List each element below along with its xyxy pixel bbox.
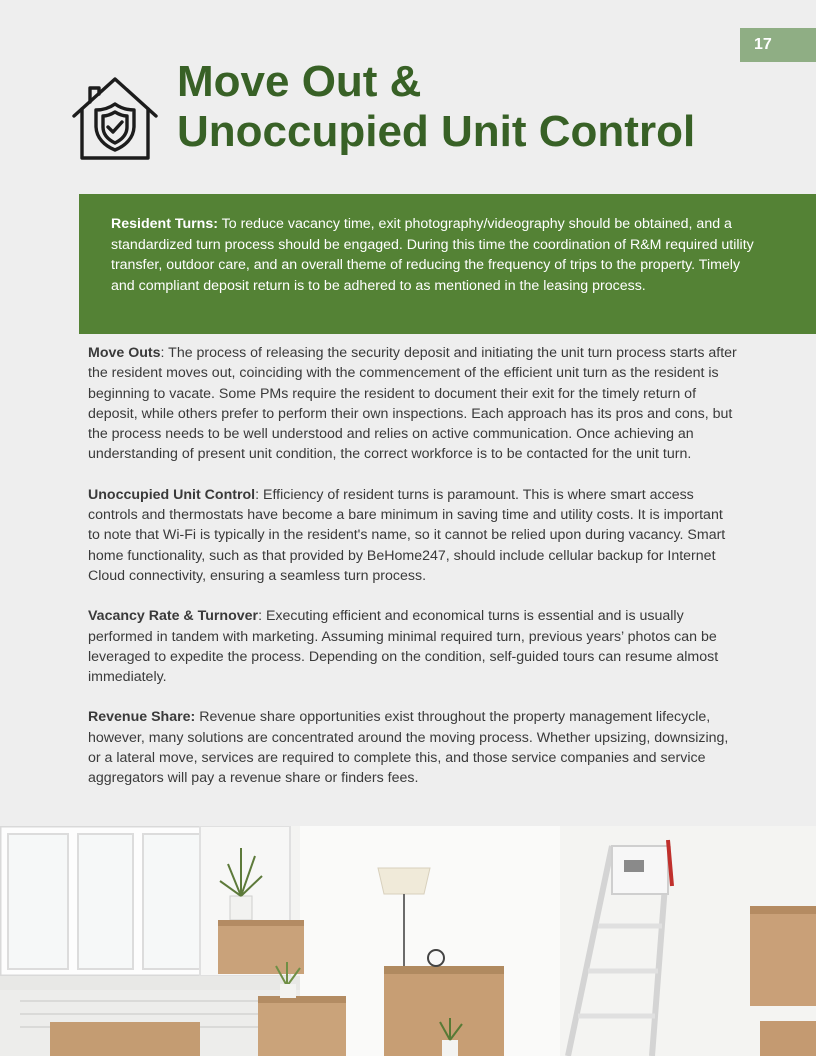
- page-title-line-1: Move Out &: [177, 57, 422, 106]
- page-title-line-2: Unoccupied Unit Control: [177, 107, 696, 156]
- move-outs-paragraph: [88, 343, 738, 465]
- revenue-share-paragraph: [88, 707, 738, 788]
- house-shield-icon: [70, 74, 160, 164]
- revenue-share-text: Revenue share opportunities exist throughout the property management lifecycle, however, many solutions are concentrated around the moving process. Whether upsizing, downsizing, or a lateral move, services are required to complete this, and those service companies and service aggregators will pay a revenue share or finders fees.: [88, 709, 729, 787]
- body-text: [88, 343, 738, 789]
- revenue-share-label: Revenue Share:: [88, 709, 196, 726]
- callout-text: To reduce vacancy time, exit photography/videography should be obtained, and a standardized turn process should be engaged. During this time the coordination of R&M required utility transfer, outdoor care, and an overall theme of reducing the frequency of trips to the property. Timely and compliant deposit return is to be adhered to as mentioned in the leasing process.: [111, 216, 754, 294]
- move-outs-label: Move Outs: [88, 345, 161, 361]
- unoccupied-unit-control-text: : Efficiency of resident turns is paramount. This is where smart access controls and thermostats have become a bare minimum in saving time and utility costs. It is important to note that Wi-Fi is typically in the resident's name, so it cannot be relied upon during vacancy. Smart home functionality, such as that provided by BeHome247, should include cellular backup for Internet Cloud connectivity, ensuring a seamless turn process.: [88, 486, 726, 584]
- page-title: [177, 57, 695, 157]
- page-number-badge: 17: [740, 28, 816, 62]
- callout-label: Resident Turns:: [111, 216, 218, 232]
- unoccupied-unit-control-paragraph: [88, 485, 738, 586]
- vacancy-rate-text: : Executing efficient and economical turns is essential and is usually performed in tandem with marketing. Assuming minimal required turn, previous years’ photos can be leveraged to expedite the process. Depending on the condition, self-guided tours can resume almost immediately.: [88, 608, 719, 686]
- unoccupied-unit-control-label: Unoccupied Unit Control: [88, 486, 256, 503]
- vacancy-rate-label: Vacancy Rate & Turnover: [88, 608, 259, 625]
- vacancy-rate-paragraph: [88, 606, 738, 687]
- moving-boxes-photo: [0, 826, 816, 1056]
- resident-turns-callout: [79, 194, 816, 334]
- move-outs-text: : The process of releasing the security deposit and initiating the unit turn process starts after the resident moves out, coinciding with the commencement of the efficient unit turn as the resident is beginning to vacate. Some PMs require the resident to document their exit for the timely return of deposit, while others prefer to perform their own inspections. Each approach has its pros and cons, but the process needs to be well understood and relies on active communication. Once achieving an understanding of present unit condition, the correct workforce is to be contacted for the unit turn.: [88, 345, 737, 463]
